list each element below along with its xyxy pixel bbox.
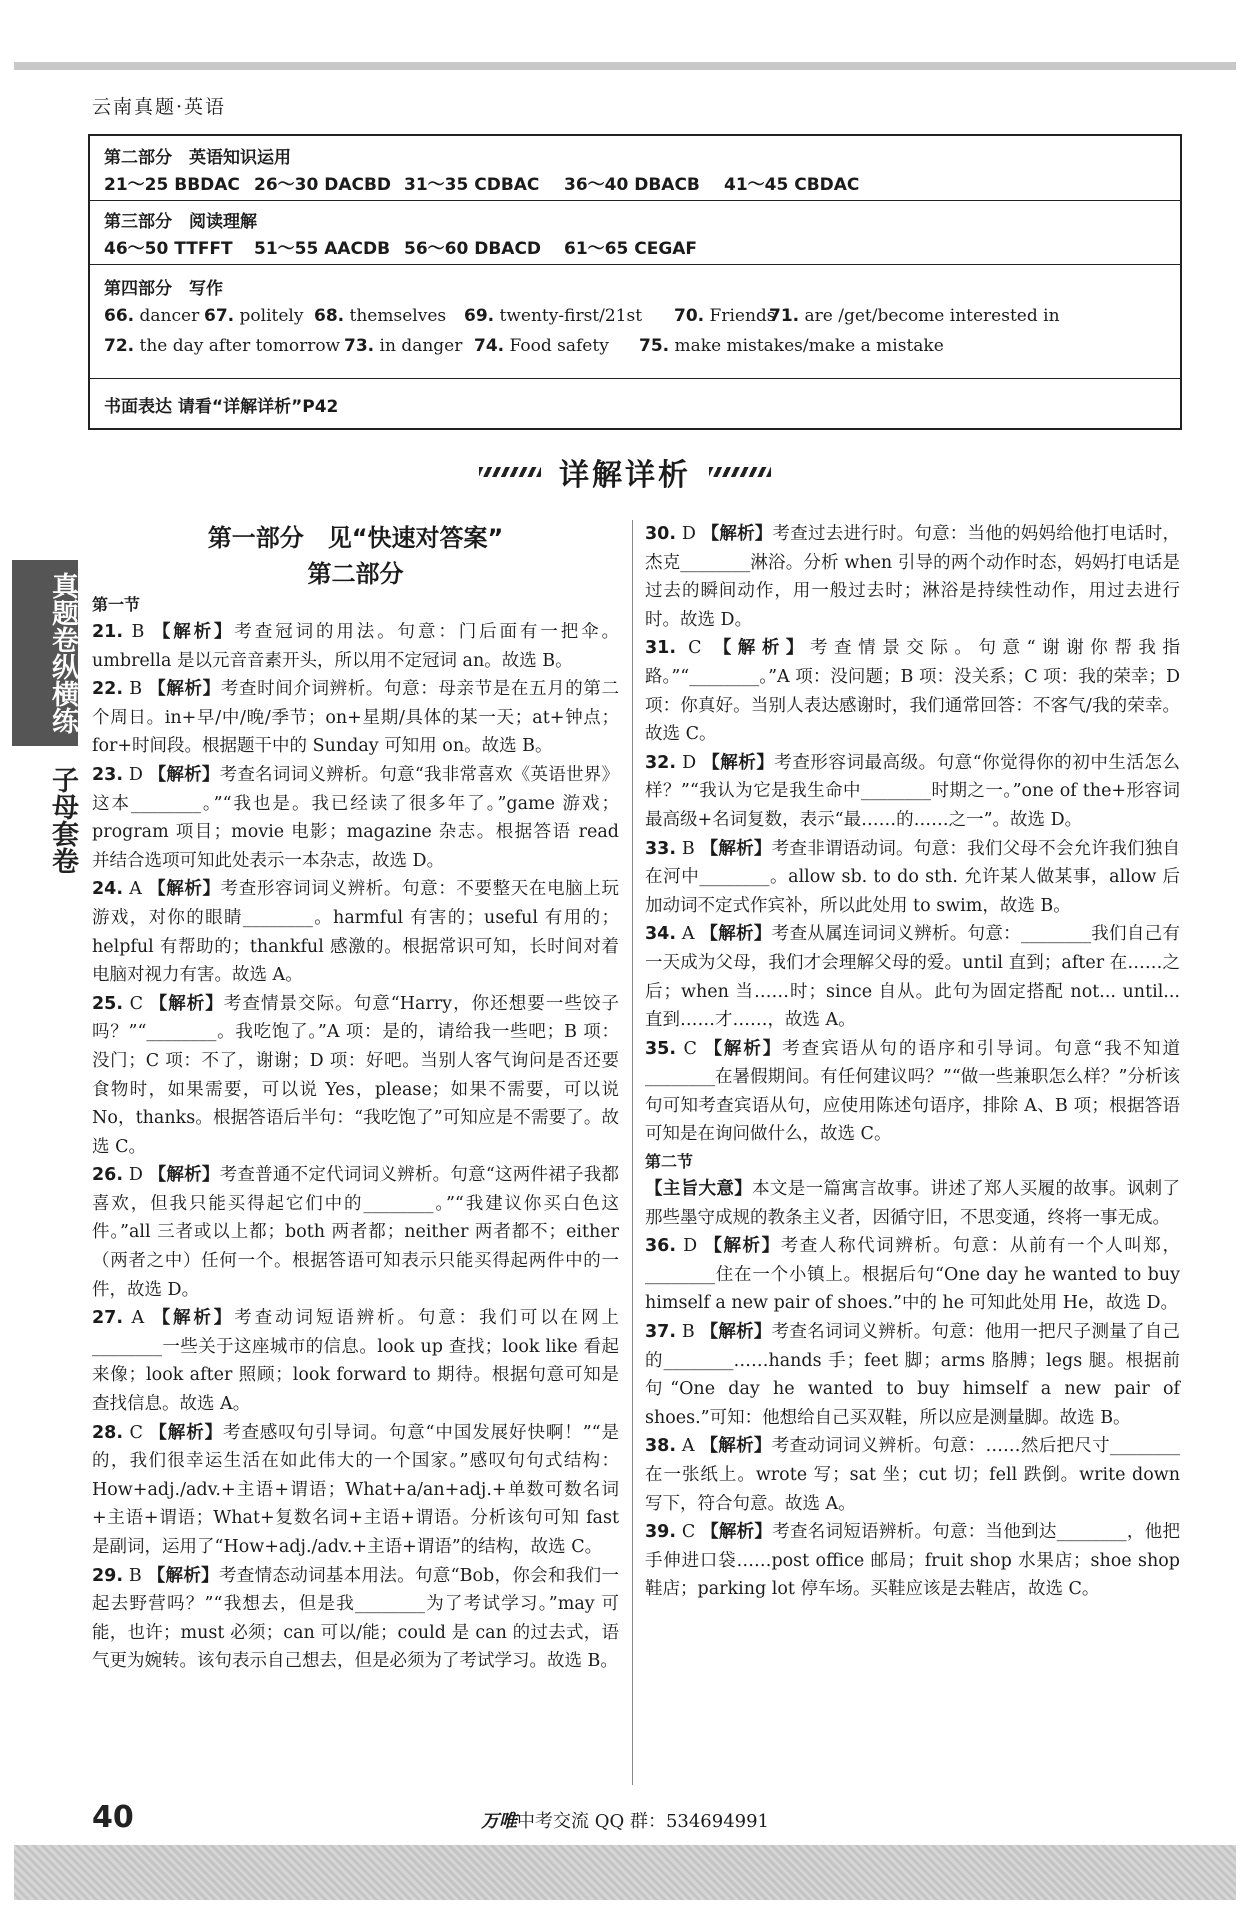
item-tag: 【解析】	[704, 1038, 783, 1059]
item-text: 考查名词短语辨析。句意：当他到达________，他把手伸进口袋……post office 邮局；fruit shop 水果店；shoe shop 鞋店；parking lot 停车场。买鞋应该是去鞋店，故选 C。	[645, 1522, 1180, 1600]
item-tag: 【解析】	[700, 838, 772, 859]
item-tag: 【解析】	[152, 622, 235, 642]
item-text: 考查过去进行时。句意：当他的妈妈给他打电话时，杰克________淋浴。分析 when 引导的两个动作时态，妈妈打电话是过去的瞬间动作，用一般过去时；淋浴是持续性动作，用过去进行时。故选 D。	[645, 524, 1180, 630]
item-number: 35.	[645, 1038, 677, 1059]
item-tag: 【解析】	[152, 1308, 235, 1329]
item-answer: B	[681, 838, 695, 859]
item-number: 21.	[92, 622, 124, 642]
right-explanations-a	[645, 520, 1180, 1149]
item-answer: D	[128, 764, 143, 785]
item-answer: B	[129, 679, 143, 700]
explanation-item	[92, 761, 619, 875]
subsection-1: 第一节	[92, 595, 141, 614]
section-title: 详解详析	[559, 458, 691, 493]
explanation-item	[645, 1518, 1180, 1604]
item-answer: A	[681, 924, 695, 945]
item-tag: 【解析】	[148, 1165, 220, 1186]
explanation-item	[92, 1304, 619, 1418]
part3-title: 第三部分 阅读理解	[104, 212, 257, 232]
side-tab-title: 真题卷纵横练	[12, 560, 78, 746]
explanation-item	[645, 920, 1180, 1034]
explanation-item	[92, 1562, 619, 1676]
explanation-item	[92, 618, 619, 675]
item-answer: D	[681, 524, 696, 544]
item-number: 24.	[92, 879, 124, 900]
brand-logo: 万唯	[480, 1811, 517, 1832]
item-answer: C	[129, 1422, 143, 1443]
item-text: 考查动词短语辨析。句意：我们可以在网上________一些关于这座城市的信息。look up 查找；look like 看起来像；look after 照顾；look forward to 期待。根据句意可知是查找信息。故选 A。	[92, 1308, 619, 1415]
item-text: 考查宾语从句的语序和引导词。句意“我不知道________在暑假期间。有任何建议吗？”“做一些兼职怎么样？”分析该句可知考查宾语从句，应使用陈述句语序，排除 A、B 项；根据答语可知是在询问做什么，故选 C。	[645, 1038, 1180, 1145]
explanation-item	[92, 1419, 619, 1562]
top-stripe	[14, 62, 1236, 70]
explanation-item	[92, 875, 619, 989]
item-number: 33.	[645, 838, 677, 859]
part2-title: 第二部分	[307, 560, 404, 588]
explanation-item	[645, 1318, 1180, 1432]
item-text: 考查动词词义辨析。句意：……然后把尺寸________在一张纸上。wrote 写；sat 坐；cut 切；fell 跌倒。write down 写下，符合句意。故选 A。	[645, 1436, 1180, 1514]
item-tag: 【解析】	[148, 879, 221, 900]
item-answer: A	[681, 1436, 695, 1457]
page-number: 40	[92, 1800, 134, 1835]
heading-decoration-right	[709, 467, 771, 477]
side-tab-subtitle: 子母套卷	[47, 766, 78, 874]
answer-row-part3	[90, 200, 1180, 265]
item-answer: C	[683, 1038, 697, 1059]
item-answer: B	[128, 1565, 142, 1586]
item-number: 22.	[92, 679, 124, 700]
part4-title: 第四部分 写作	[104, 279, 223, 299]
item-tag: 【解析】	[713, 638, 810, 659]
explanation-item	[645, 1232, 1180, 1318]
item-number: 39.	[645, 1522, 677, 1543]
item-number: 23.	[92, 764, 124, 785]
explanation-item	[645, 1432, 1180, 1518]
explanation-item	[92, 990, 619, 1162]
left-explanations	[92, 618, 619, 1676]
answer-key-box	[88, 134, 1182, 430]
running-header: 云南真题·英语	[92, 96, 227, 118]
item-text: 考查名词词义辨析。句意：他用一把尺子测量了自己的________……hands 手；feet 脚；arms 胳膊；legs 腿。根据前句“One day he wanted to buy himself a new pair of shoes.”可知：他想给自己买双鞋，所以应是测量脚。故选 B。	[645, 1322, 1181, 1428]
item-number: 36.	[645, 1236, 677, 1257]
main-idea: 【主旨大意】本文是一篇寓言故事。讲述了郑人买履的故事。讽刺了那些墨守成规的教条主义者，因循守旧，不思变通，终将一事无成。	[645, 1179, 1181, 1228]
item-text: 考查形容词词义辨析。句意：不要整天在电脑上玩游戏，对你的眼睛________。harmful 有害的；useful 有用的；helpful 有帮助的；thankful 感激的。根据常识可知，长时间对着电脑对视力有害。故选 A。	[92, 879, 619, 986]
item-text: 考查形容词最高级。句意“你觉得你的初中生活怎么样？”“我认为它是我生命中________时期之一。”one of the+形容词最高级+名词复数，表示“最……的……之一”。故选 D。	[645, 752, 1180, 830]
item-answer: D	[682, 752, 697, 773]
item-text: 考查名词词义辨析。句意“我非常喜欢《英语世界》这本________。”“我也是。我已经读了很多年了。”game 游戏；program 项目；movie 电影；magazine 杂志。根据答语 read 并结合选项可知此处表示一本杂志，故选 D。	[92, 764, 619, 871]
item-number: 32.	[645, 752, 677, 773]
item-text: 考查感叹句引导词。句意“中国发展好快啊！”“是的，我们很幸运生活在如此伟大的一个国家。”感叹句句式结构：How+adj./adv.+主语+谓语；What+a/an+adj.+单数可数名词+主语+谓语；What+复数名词+主语+谓语。分析该句可知 fast 是副词，运用了“How+adj./adv.+主语+谓语”的结构，故选 C。	[92, 1422, 619, 1557]
item-text: 考查情景交际。句意“Harry，你还想要一些饺子吗？”“________。我吃饱了。”A 项：是的，请给我一些吧；B 项：没门；C 项：不了，谢谢；D 项：好吧。当别人客气询问是否还要食物时，如果需要，可以说 Yes，please；如果不需要，可以说 No，thanks。根据答语后半句：“我吃饱了”可知应是不需要了。故选 C。	[92, 993, 619, 1157]
explanation-item	[92, 1161, 619, 1304]
item-tag: 【解析】	[700, 924, 772, 945]
item-tag: 【解析】	[704, 1236, 781, 1257]
item-number: 29.	[92, 1565, 124, 1586]
item-answer: A	[131, 1308, 145, 1329]
item-answer: D	[128, 1165, 143, 1186]
explanation-item	[645, 749, 1180, 835]
right-explanations-b	[645, 1232, 1180, 1604]
item-answer: A	[129, 879, 142, 900]
item-answer: B	[681, 1322, 695, 1343]
item-tag: 【解析】	[702, 752, 775, 773]
explanation-item	[645, 634, 1180, 748]
part2-title: 第二部分 英语知识运用	[104, 148, 291, 168]
item-answer: D	[683, 1236, 698, 1257]
item-number: 27.	[92, 1308, 124, 1329]
explanation-item	[92, 675, 619, 761]
qq-group: 中考交流 QQ 群：534694991	[516, 1811, 770, 1832]
section-heading	[0, 450, 1250, 494]
item-tag: 【解析】	[700, 1322, 772, 1343]
item-answer: C	[688, 638, 702, 659]
item-tag: 【解析】	[149, 993, 224, 1014]
heading-decoration-left	[479, 467, 541, 477]
part3-answers: 46～50 TTFFT 51～55 AACDB 56～60 DBACD 61～65 CEGAF	[104, 239, 698, 259]
item-number: 31.	[645, 638, 677, 659]
answer-row-part4	[90, 264, 1180, 379]
top-margin	[0, 0, 1250, 62]
item-text: 考查时间介词辨析。句意：母亲节是在五月的第二个周日。in+早/中/晚/季节；on+星期/具体的某一天；at+钟点；for+时间段。根据题干中的 Sunday 可知用 on。故选 B。	[92, 679, 619, 757]
left-column	[92, 520, 619, 1676]
item-text: 考查非谓语动词。句意：我们父母不会允许我们独自在河中________。allow sb. to do sth. 允许某人做某事，allow 后加动词不定式作宾补，所以此处用 to swim，故选 B。	[645, 838, 1181, 916]
item-tag: 【解析】	[148, 679, 221, 700]
item-number: 34.	[645, 924, 677, 945]
answer-row-writing	[90, 378, 1180, 428]
item-text: 考查从属连词词义辨析。句意：________我们自己有一天成为父母，我们才会理解父母的爱。until 直到；after 在……之后；when 当……时；since 自从。此句为固定搭配 not... until... 直到……才……，故选 A。	[645, 924, 1180, 1031]
item-number: 28.	[92, 1422, 124, 1443]
item-text: 考查普通不定代词词义辨析。句意“这两件裙子我都喜欢，但我只能买得起它们中的________。”“我建议你买白色这件。”all 三者或以上都；both 两者都；neither 两者都不；either（两者之中）任何一个。根据答语可知表示只能买得起两件中的一件，故选 D。	[92, 1165, 619, 1300]
item-tag: 【解析】	[148, 764, 220, 785]
part4-line1: 66. dancer 67. politely 68. themselves 69. twenty-first/21st 70. Friends71. are /get/become interested in	[104, 306, 1060, 326]
item-number: 38.	[645, 1436, 677, 1457]
item-number: 25.	[92, 993, 124, 1014]
item-tag: 【解析】	[147, 1565, 219, 1586]
part2-answers: 21～25 BBDAC 26～30 DACBD 31～35 CDBAC 36～40 DBACB 41～45 CBDAC	[104, 175, 860, 195]
item-tag: 【解析】	[701, 1522, 773, 1543]
item-text: 考查情态动词基本用法。句意“Bob，你会和我们一起去野营吗？”“我想去，但是我________为了考试学习。”may 可能，也许；must 必须；can 可以/能；could 是 can 的过去式，语气更为婉转。该句表示自己想去，但是必须为了考试学习。故选 B。	[92, 1565, 619, 1672]
writing-note: 书面表达 请看“详解详析”P42	[104, 397, 339, 417]
right-column	[645, 520, 1180, 1604]
subsection-2: 第二节	[645, 1152, 694, 1172]
part4-line2: 72. the day after tomorrow 73. in danger 74. Food safety 75. make mistakes/make a mistake	[104, 336, 944, 356]
item-text: 考查人称代词辨析。句意：从前有一个人叫郑，________住在一个小镇上。根据后句“One day he wanted to buy himself a new pair of shoes.”中的 he 可知此处用 He，故选 D。	[645, 1236, 1180, 1314]
item-number: 26.	[92, 1165, 124, 1186]
item-number: 30.	[645, 524, 677, 544]
part1-title: 第一部分 见“快速对答案”	[207, 524, 504, 552]
item-tag: 【解析】	[149, 1422, 224, 1443]
explanation-item	[645, 835, 1180, 921]
item-answer: C	[681, 1522, 696, 1543]
column-divider	[632, 520, 633, 1785]
item-number: 37.	[645, 1322, 677, 1343]
item-answer: B	[131, 622, 145, 642]
item-answer: C	[129, 993, 144, 1014]
item-text: 考查冠词的用法。句意：门后面有一把伞。umbrella 是以元音音素开头，所以用不定冠词 an。故选 B。	[92, 622, 619, 671]
answer-row-part2	[90, 136, 1180, 201]
bottom-stripe	[14, 1845, 1236, 1900]
explanation-item	[645, 1035, 1180, 1149]
item-tag: 【解析】	[701, 524, 773, 544]
footer-group	[0, 1807, 1250, 1833]
item-tag: 【解析】	[700, 1436, 772, 1457]
explanation-item	[645, 520, 1180, 634]
item-text: 考查情景交际。句意“谢谢你帮我指路。”“________。”A 项：没问题；B 项：没关系；C 项：我的荣幸；D 项：你真好。当别人表达感谢时，我们通常回答：不客气/我的荣幸。故选 C。	[645, 638, 1180, 745]
